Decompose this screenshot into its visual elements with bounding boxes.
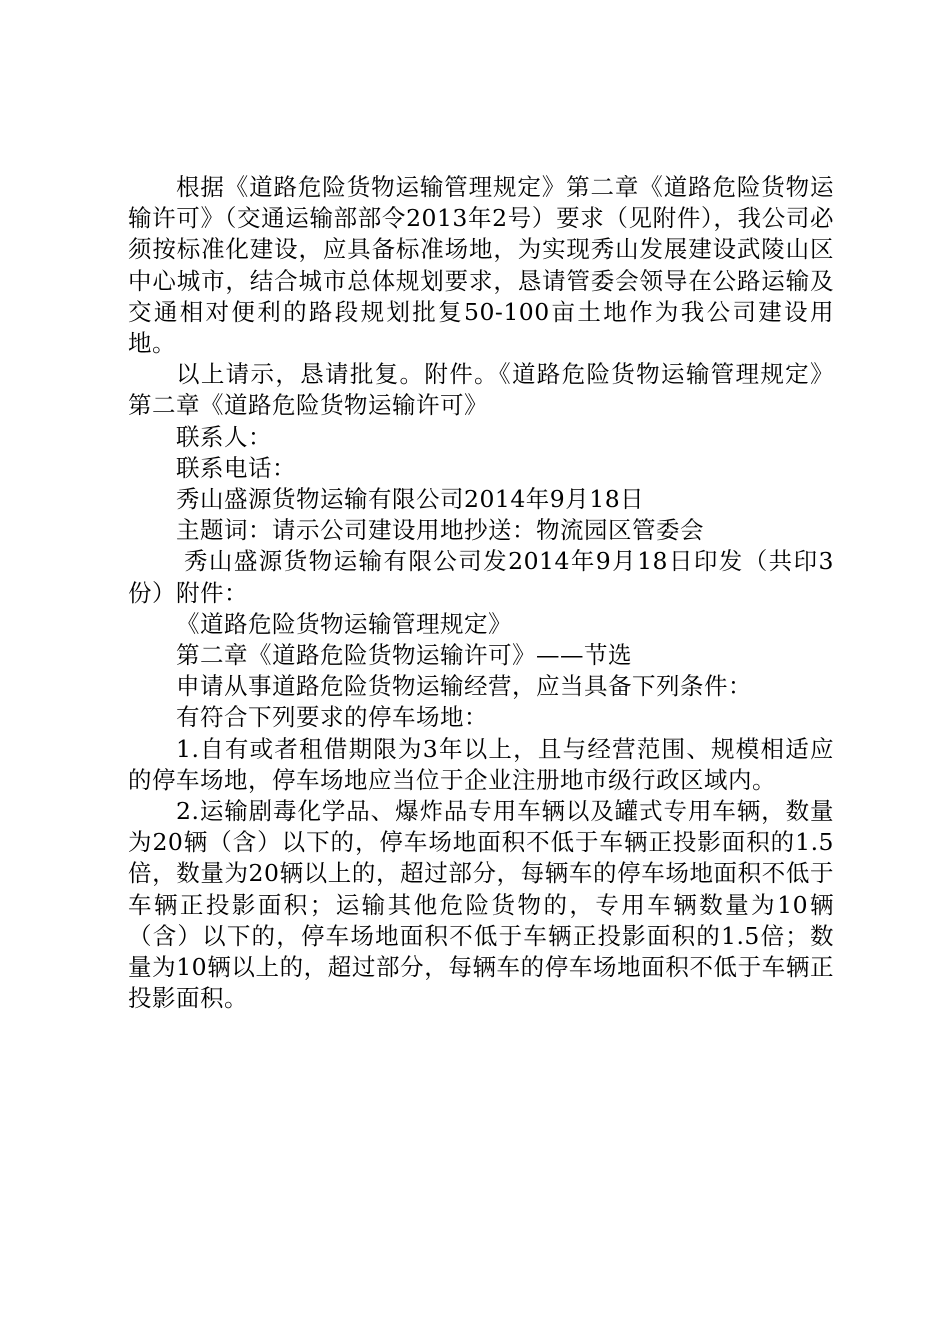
document-body [128, 172, 834, 1014]
condition-item-2: 2.运输剧毒化学品、爆炸品专用车辆以及罐式专用车辆，数量为20辆（含）以下的，停车场地面积不低于车辆正投影面积的1.5倍，数量为20辆以上的，超过部分，每辆车的停车场地面积不低于车辆正投影面积；运输其他危险货物的，专用车辆数量为10辆（含）以下的，停车场地面积不低于车辆正投影面积的1.5倍；数量为10辆以上的，超过部分，每辆车的停车场地面积不低于车辆正投影面积。 [128, 797, 834, 1013]
attachment-title: 《道路危险货物运输管理规定》 [176, 609, 512, 638]
paragraph-closing: 以上请示，恳请批复。附件。《道路危险货物运输管理规定》第二章《道路危险货物运输许可》 [128, 360, 834, 420]
parking-requirement: 有符合下列要求的停车场地： [176, 703, 488, 732]
issue-line: 秀山盛源货物运输有限公司发2014年9月18日印发（共印3份）附件： [128, 547, 834, 607]
conditions-intro: 申请从事道路危险货物运输经营，应当具备下列条件： [176, 672, 752, 701]
paragraph-request: 根据《道路危险货物运输管理规定》第二章《道路危险货物运输许可》（交通运输部部令2013年2号）要求（见附件），我公司必须按标准化建设，应具备标准场地，为实现秀山发展建设武陵山区中心城市，结合城市总体规划要求，恳请管委会领导在公路运输及交通相对便利的路段规划批复50-100亩土地作为我公司建设用地。 [128, 173, 834, 358]
subject-line: 主题词：请示公司建设用地抄送：物流园区管委会 [176, 516, 704, 545]
attachment-chapter: 第二章《道路危险货物运输许可》——节选 [176, 641, 632, 670]
contact-person: 联系人： [176, 422, 272, 451]
contact-phone: 联系电话： [176, 453, 296, 482]
condition-item-1: 1.自有或者租借期限为3年以上，且与经营范围、规模相适应的停车场地，停车场地应当位于企业注册地市级行政区域内。 [128, 734, 834, 794]
signature-date: 秀山盛源货物运输有限公司2014年9月18日 [176, 485, 645, 514]
